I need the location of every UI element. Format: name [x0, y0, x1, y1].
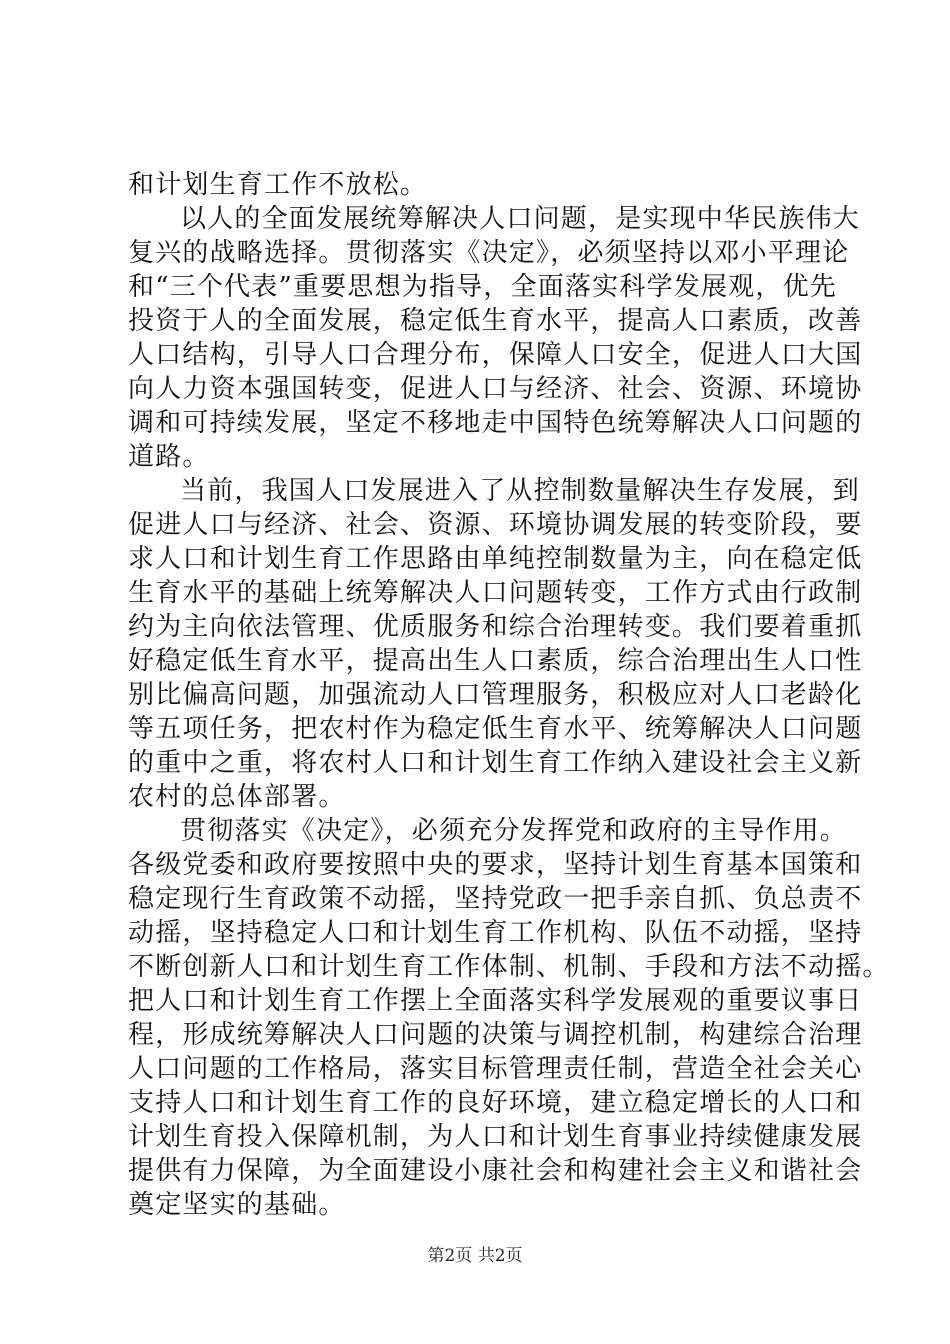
text-line: 人口结构，引导人口合理分布，保障人口安全，促进人口大国: [128, 340, 863, 370]
text-line: 调和可持续发展，坚定不移地走中国特色统筹解决人口问题的: [128, 408, 863, 438]
text-line: 和“三个代表”重要思想为指导，全面落实科学发展观，优先: [128, 272, 837, 302]
text-line: 不断创新人口和计划生育工作体制、机制、手段和方法不动摇。: [128, 952, 890, 982]
text-line: 复兴的战略选择。贯彻落实《决定》，必须坚持以邓小平理论: [128, 238, 850, 268]
text-line: 人口问题的工作格局，落实目标管理责任制，营造全社会关心: [128, 1054, 863, 1084]
text-line: 程，形成统筹解决人口问题的决策与调控机制，构建综合治理: [128, 1020, 863, 1050]
text-line: 提供有力保障，为全面建设小康社会和构建社会主义和谐社会: [128, 1156, 863, 1186]
text-line: 把人口和计划生育工作摆上全面落实科学发展观的重要议事日: [128, 986, 863, 1016]
text-line: 生育水平的基础上统筹解决人口问题转变，工作方式由行政制: [128, 578, 863, 608]
text-line: 促进人口与经济、社会、资源、环境协调发展的转变阶段，要: [128, 510, 863, 540]
text-line: 各级党委和政府要按照中央的要求，坚持计划生育基本国策和: [128, 850, 863, 880]
paragraph-start-line: 当前，我国人口发展进入了从控制数量解决生存发展，到: [180, 476, 861, 506]
page-number-footer: 第2页 共2页: [427, 1246, 523, 1266]
paragraph-start-line: 贯彻落实《决定》，必须充分发挥党和政府的主导作用。: [180, 816, 848, 846]
text-line: 投资于人的全面发展，稳定低生育水平，提高人口素质，改善: [128, 306, 863, 336]
text-line: 的重中之重，将农村人口和计划生育工作纳入建设社会主义新: [128, 748, 863, 778]
paragraph-start-line: 以人的全面发展统筹解决人口问题，是实现中华民族伟大: [180, 204, 861, 234]
text-line: 求人口和计划生育工作思路由单纯控制数量为主，向在稳定低: [128, 544, 863, 574]
text-line: 别比偏高问题，加强流动人口管理服务，积极应对人口老龄化: [128, 680, 863, 710]
text-line: 等五项任务，把农村作为稳定低生育水平、统筹解决人口问题: [128, 714, 863, 744]
text-line: 和计划生育工作不放松。: [128, 170, 428, 200]
text-line: 向人力资本强国转变，促进人口与经济、社会、资源、环境协: [128, 374, 863, 404]
text-line: 稳定现行生育政策不动摇，坚持党政一把手亲自抓、负总责不: [128, 884, 863, 914]
text-line: 奠定坚实的基础。: [128, 1190, 346, 1220]
text-line: 计划生育投入保障机制，为人口和计划生育事业持续健康发展: [128, 1122, 863, 1152]
text-line: 约为主向依法管理、优质服务和综合治理转变。我们要着重抓: [128, 612, 863, 642]
text-line: 农村的总体部署。: [128, 782, 346, 812]
text-line: 支持人口和计划生育工作的良好环境，建立稳定增长的人口和: [128, 1088, 863, 1118]
document-body: [128, 168, 890, 1222]
text-line: 动摇，坚持稳定人口和计划生育工作机构、队伍不动摇，坚持: [128, 918, 863, 948]
text-line: 好稳定低生育水平，提高出生人口素质，综合治理出生人口性: [128, 646, 863, 676]
text-line: 道路。: [128, 442, 210, 472]
